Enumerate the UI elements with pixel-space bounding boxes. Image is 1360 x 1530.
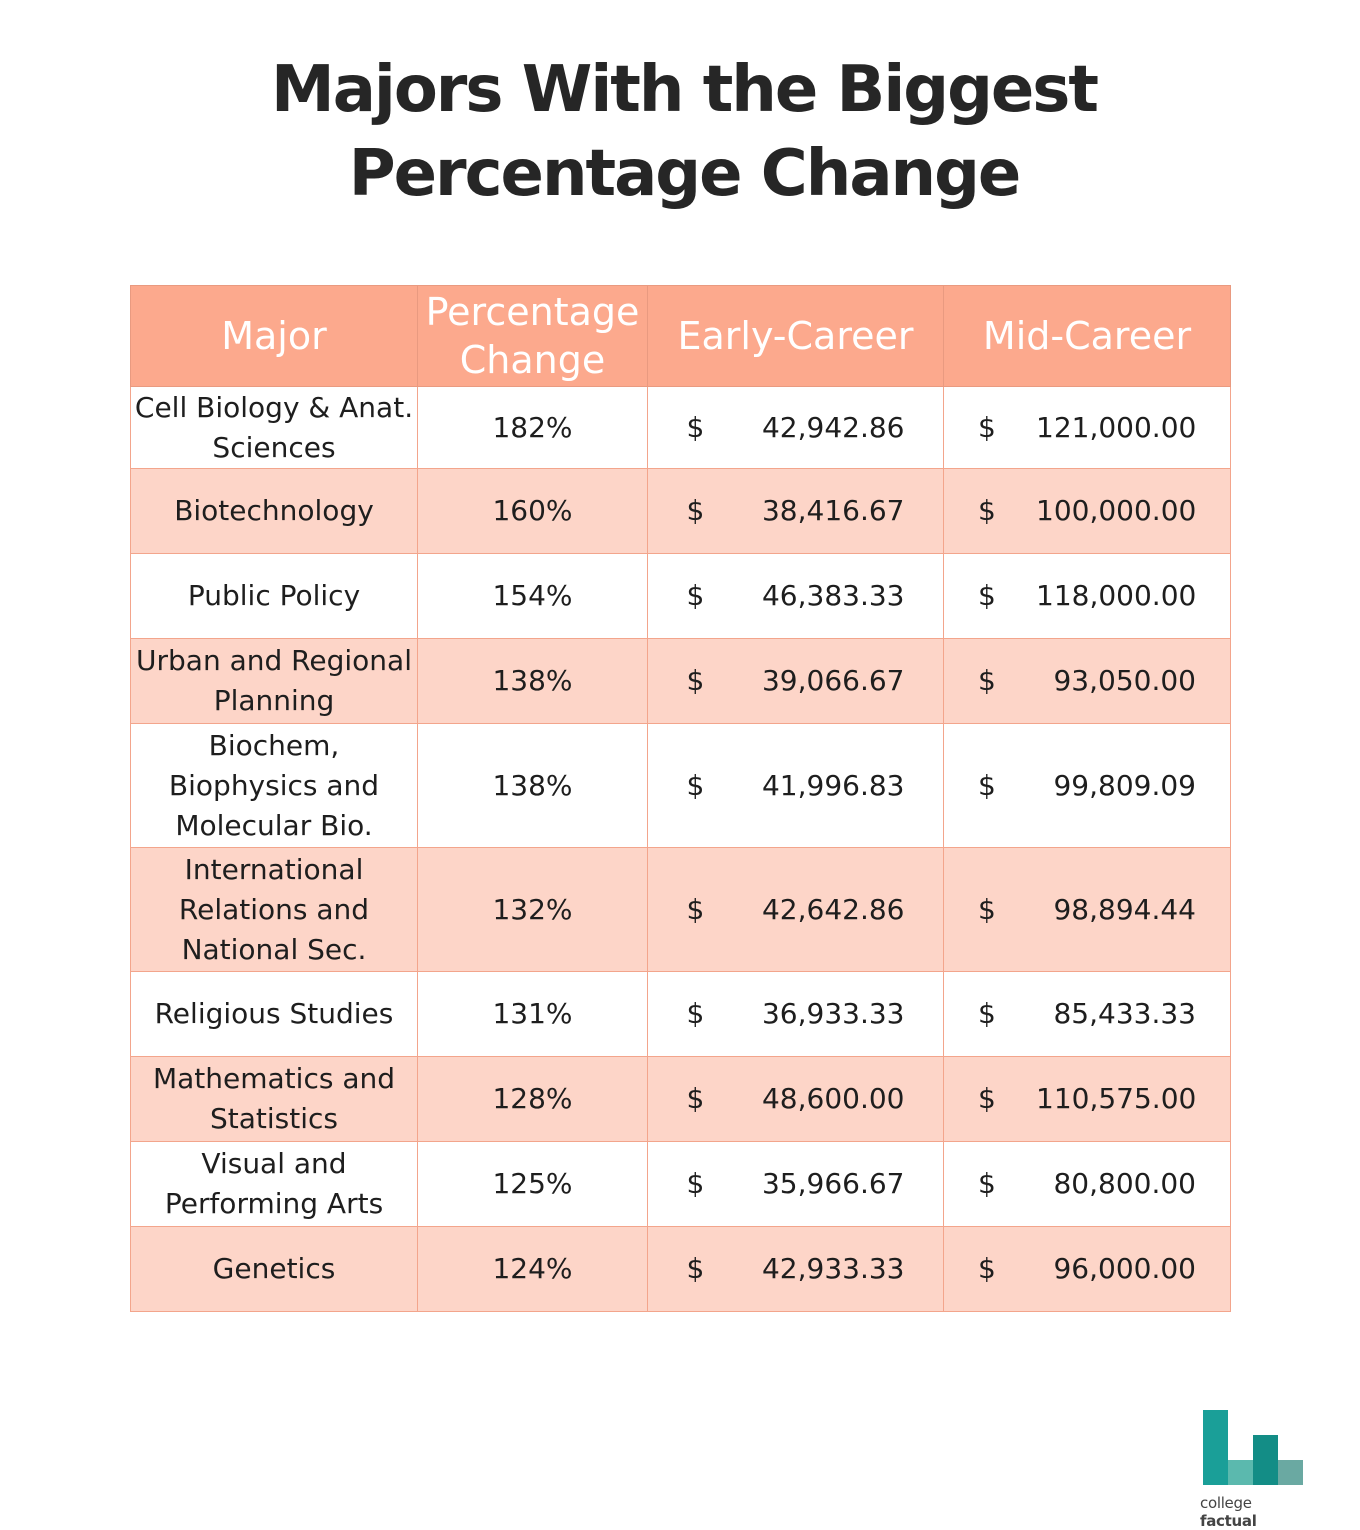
cell-early-career [648, 1142, 944, 1227]
money-value [648, 994, 943, 1034]
cell-mid-career [944, 848, 1231, 972]
money-value [944, 491, 1230, 531]
cell-major: Visual and Performing Arts [131, 1142, 418, 1227]
cell-early-career [648, 972, 944, 1057]
table-row [131, 1227, 1231, 1312]
column-header-mid-career: Mid-Career [944, 286, 1231, 387]
cell-mid-career [944, 387, 1231, 469]
currency-symbol: $ [978, 1252, 996, 1285]
cell-major: Genetics [131, 1227, 418, 1312]
cell-mid-career [944, 972, 1231, 1057]
page-title [0, 48, 1360, 216]
money-value [648, 576, 943, 616]
cell-percentage-change [418, 639, 648, 724]
cell-major: Urban and Regional Planning [131, 639, 418, 724]
cell-percentage-change [418, 387, 648, 469]
money-value [944, 1249, 1230, 1289]
title-line-1: Majors With the Biggest [271, 53, 1097, 127]
percentage-value: 182% [492, 410, 573, 444]
amount: 42,642.86 [761, 892, 905, 926]
amount: 98,894.44 [1053, 892, 1196, 926]
amount: 42,933.33 [761, 1252, 905, 1285]
logo-bar-tall [1203, 1410, 1228, 1485]
currency-symbol: $ [686, 997, 705, 1030]
amount: 118,000.00 [1036, 579, 1197, 612]
cell-percentage-change [418, 1142, 648, 1227]
amount: 39,066.67 [761, 664, 905, 697]
money-value [944, 994, 1230, 1034]
cell-mid-career [944, 1057, 1231, 1142]
percentage-value: 132% [492, 892, 573, 926]
currency-symbol: $ [686, 579, 705, 612]
amount: 121,000.00 [1036, 410, 1197, 444]
amount: 42,942.86 [761, 410, 905, 444]
cell-early-career [648, 387, 944, 469]
money-value [648, 661, 943, 701]
amount: 110,575.00 [1036, 1082, 1197, 1115]
money-value [648, 491, 943, 531]
cell-early-career [648, 1227, 944, 1312]
column-header-early-career: Early-Career [648, 286, 944, 387]
percentage-value: 131% [492, 997, 573, 1030]
cell-major: Public Policy [131, 554, 418, 639]
cell-early-career [648, 639, 944, 724]
money-value [648, 1249, 943, 1289]
table-row [131, 972, 1231, 1057]
cell-major: Biochem, Biophysics and Molecular Bio. [131, 724, 418, 848]
currency-symbol: $ [978, 410, 996, 444]
amount: 100,000.00 [1036, 494, 1197, 527]
currency-symbol: $ [978, 997, 996, 1030]
percentage-value: 138% [492, 664, 573, 697]
table-row [131, 554, 1231, 639]
amount: 93,050.00 [1053, 664, 1196, 697]
cell-major: Mathematics and Statistics [131, 1057, 418, 1142]
currency-symbol: $ [686, 494, 705, 527]
currency-symbol: $ [686, 664, 705, 697]
amount: 46,383.33 [761, 579, 905, 612]
table-row [131, 1057, 1231, 1142]
majors-table [130, 285, 1231, 1312]
table-row [131, 724, 1231, 848]
money-value [944, 408, 1230, 448]
table-row [131, 639, 1231, 724]
percentage-value: 138% [492, 768, 573, 802]
money-value [648, 766, 943, 806]
percentage-value: 125% [492, 1167, 573, 1200]
currency-symbol: $ [978, 892, 996, 926]
logo-bar-medium [1253, 1435, 1278, 1485]
cell-percentage-change [418, 554, 648, 639]
cell-percentage-change [418, 972, 648, 1057]
currency-symbol: $ [978, 664, 996, 697]
cell-mid-career [944, 469, 1231, 554]
amount: 80,800.00 [1053, 1167, 1196, 1200]
cell-early-career [648, 724, 944, 848]
logo-bar-short [1278, 1460, 1303, 1485]
cell-major: Biotechnology [131, 469, 418, 554]
table-body [131, 387, 1231, 1312]
amount: 36,933.33 [761, 997, 905, 1030]
percentage-value: 128% [492, 1082, 573, 1115]
currency-symbol: $ [978, 1167, 996, 1200]
currency-symbol: $ [686, 1252, 705, 1285]
currency-symbol: $ [686, 410, 705, 444]
amount: 41,996.83 [761, 768, 905, 802]
title-line-2: Percentage Change [348, 137, 1020, 211]
amount: 48,600.00 [761, 1082, 905, 1115]
cell-early-career [648, 469, 944, 554]
amount: 96,000.00 [1053, 1252, 1196, 1285]
brand-name-bold: factual [1200, 1512, 1257, 1530]
cell-percentage-change [418, 1057, 648, 1142]
brand-wordmark [1200, 1494, 1310, 1530]
cell-percentage-change [418, 469, 648, 554]
cell-mid-career [944, 724, 1231, 848]
currency-symbol: $ [978, 768, 996, 802]
cell-mid-career [944, 639, 1231, 724]
table-row [131, 1142, 1231, 1227]
money-value [944, 661, 1230, 701]
brand-name-prefix: college [1200, 1494, 1252, 1512]
cell-major: Cell Biology & Anat. Sciences [131, 387, 418, 469]
money-value [944, 890, 1230, 930]
cell-mid-career [944, 554, 1231, 639]
currency-symbol: $ [686, 1167, 705, 1200]
column-header-percentage-change: Percentage Change [418, 286, 648, 387]
currency-symbol: $ [978, 579, 996, 612]
cell-major: International Relations and National Sec. [131, 848, 418, 972]
money-value [648, 1079, 943, 1119]
cell-percentage-change [418, 848, 648, 972]
cell-major: Religious Studies [131, 972, 418, 1057]
currency-symbol: $ [686, 1082, 705, 1115]
percentage-value: 160% [492, 494, 573, 527]
money-value [944, 576, 1230, 616]
currency-symbol: $ [978, 1082, 996, 1115]
money-value [648, 408, 943, 448]
cell-early-career [648, 1057, 944, 1142]
money-value [648, 1164, 943, 1204]
table-header-row [131, 286, 1231, 387]
percentage-value: 124% [492, 1252, 573, 1285]
money-value [944, 766, 1230, 806]
column-header-major: Major [131, 286, 418, 387]
amount: 35,966.67 [761, 1167, 905, 1200]
amount: 99,809.09 [1053, 768, 1196, 802]
cell-percentage-change [418, 724, 648, 848]
cell-mid-career [944, 1142, 1231, 1227]
cell-mid-career [944, 1227, 1231, 1312]
percentage-value: 154% [492, 579, 573, 612]
money-value [944, 1164, 1230, 1204]
table-row [131, 469, 1231, 554]
currency-symbol: $ [978, 494, 996, 527]
table-row [131, 387, 1231, 469]
logo-bar-base-left [1228, 1460, 1253, 1485]
amount: 85,433.33 [1053, 997, 1196, 1030]
amount: 38,416.67 [761, 494, 905, 527]
cell-percentage-change [418, 1227, 648, 1312]
cell-early-career [648, 554, 944, 639]
table-row [131, 848, 1231, 972]
currency-symbol: $ [686, 768, 705, 802]
money-value [944, 1079, 1230, 1119]
cell-early-career [648, 848, 944, 972]
currency-symbol: $ [686, 892, 705, 926]
money-value [648, 890, 943, 930]
